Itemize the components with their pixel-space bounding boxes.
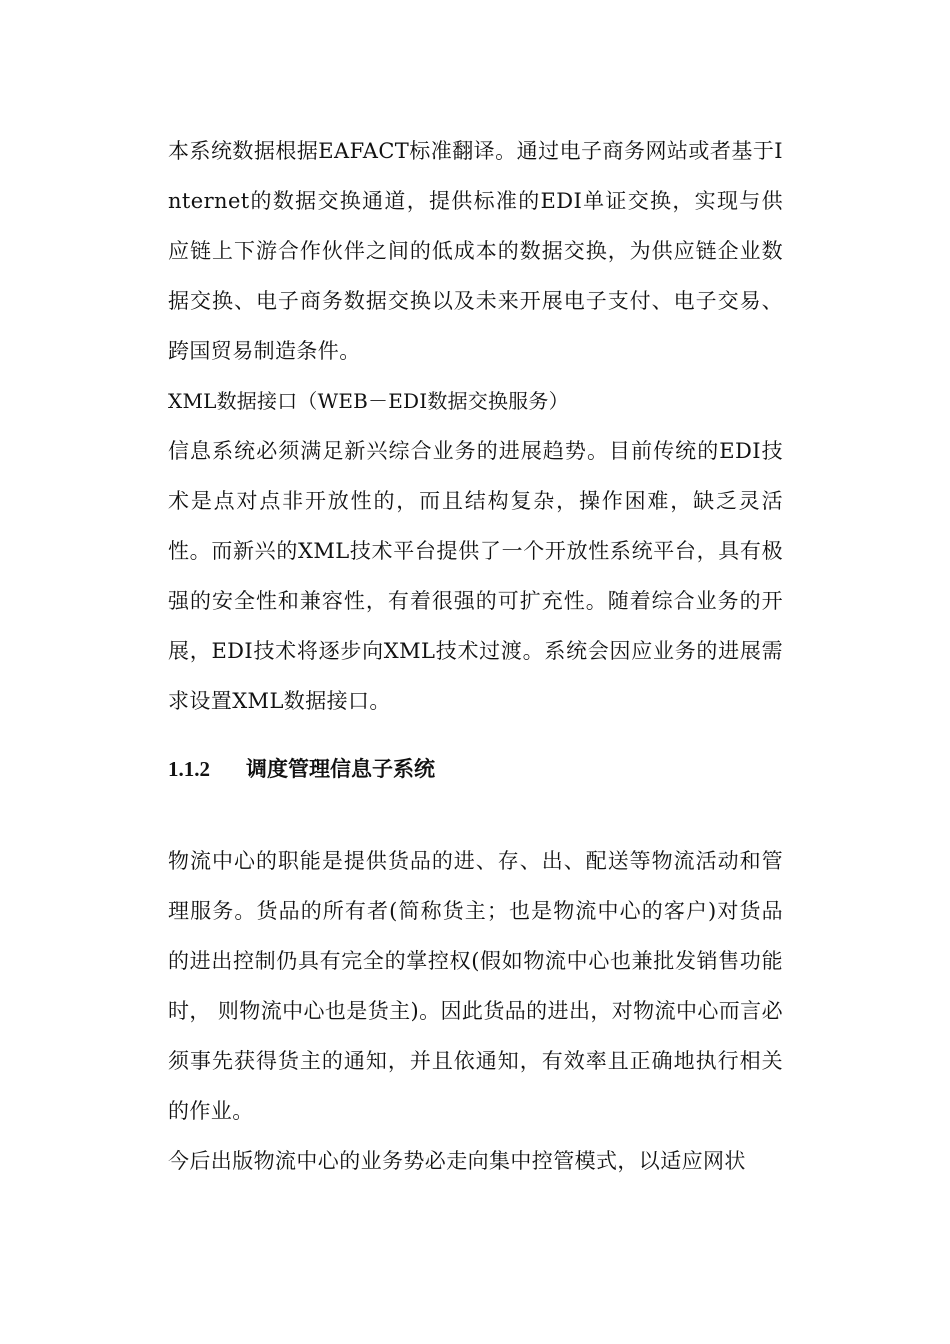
paragraph-xml-trend: 信息系统必须满足新兴综合业务的进展趋势。目前传统的EDI技术是点对点非开放性的，而且结构复杂，操作困难，缺乏灵活性。而新兴的XML技术平台提供了一个开放性系统平台，具有极强的安全性和兼容性，有着很强的可扩充性。随着综合业务的开展，EDI技术将逐步向XML技术过渡。系统会因应业务的进展需求设置XML数据接口。 xyxy=(168,439,783,713)
section-heading xyxy=(168,744,783,794)
paragraph-edi-translation: 本系统数据根据EAFACT标准翻译。通过电子商务网站或者基于Internet的数据交换通道，提供标准的EDI单证交换，实现与供应链上下游合作伙伴之间的低成本的数据交换，为供应链企业数据交换、电子商务数据交换以及未来开展电子支付、电子交易、跨国贸易制造条件。 xyxy=(168,139,783,363)
section-title: 调度管理信息子系统 xyxy=(246,757,435,781)
document-body xyxy=(168,126,783,1186)
paragraph-logistics-center: 物流中心的职能是提供货品的进、存、出、配送等物流活动和管理服务。货品的所有者(简称货主；也是物流中心的客户)对货品的进出控制仍具有完全的掌控权(假如物流中心也兼批发销售功能时， 则物流中心也是货主)。因此货品的进出，对物流中心而言必须事先获得货主的通知，并且依通知，有效率且正确地执行相关的作业。 xyxy=(168,849,783,1123)
xml-interface-subtitle: XML数据接口（WEB－EDI数据交换服务） xyxy=(168,389,569,413)
paragraph-centralized-control: 今后出版物流中心的业务势必走向集中控管模式，以适应网状 xyxy=(168,1149,746,1173)
section-number: 1.1.2 xyxy=(168,757,210,781)
